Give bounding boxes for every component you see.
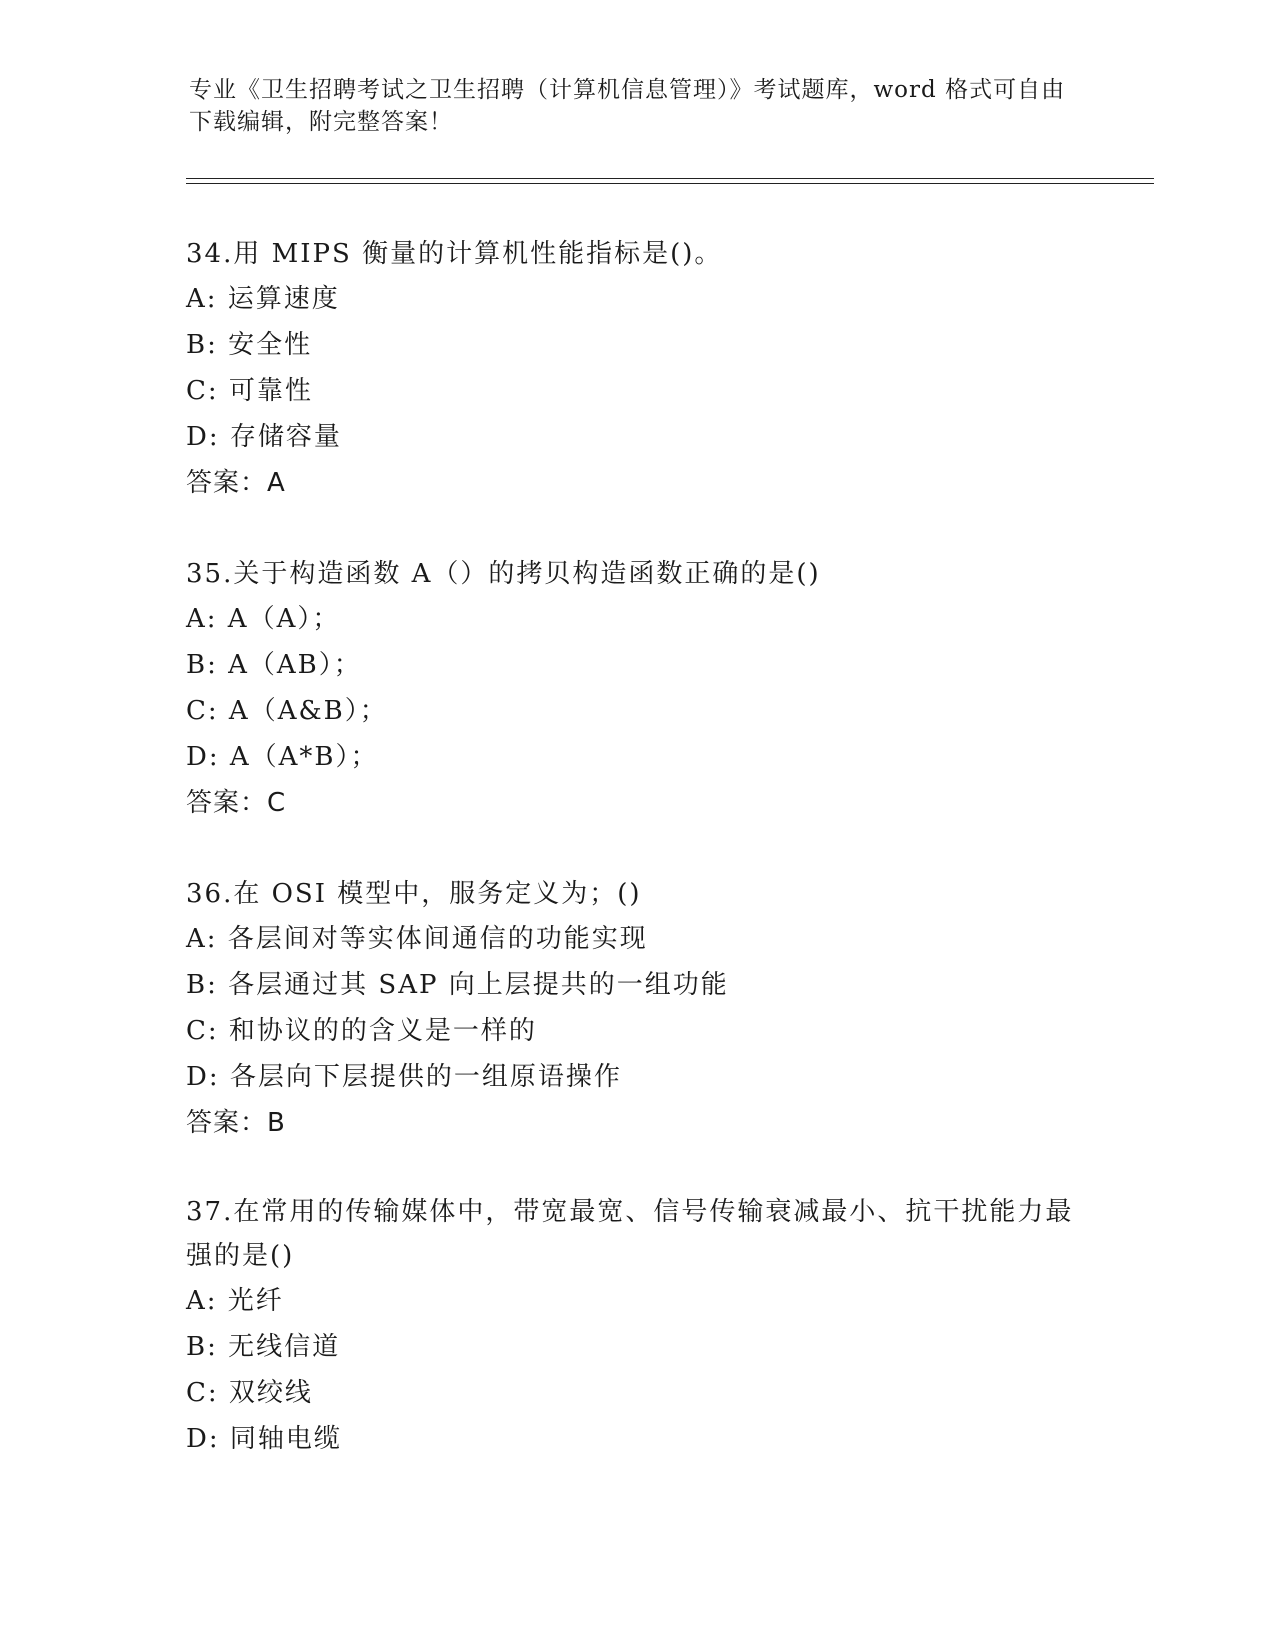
question-35 xyxy=(186,552,1086,826)
option-b: B: A（AB）； xyxy=(186,650,362,680)
document-header-text: 专业《卫生招聘考试之卫生招聘（计算机信息管理）》考试题库，word 格式可自由下载编辑，附完整答案！ xyxy=(189,77,1066,135)
option-d: D: 同轴电缆 xyxy=(186,1424,342,1454)
question-stem: 36.在 OSI 模型中，服务定义为；() xyxy=(186,879,642,909)
question-stem: 34.用 MIPS 衡量的计算机性能指标是()。 xyxy=(186,239,723,269)
header-divider-top xyxy=(186,178,1154,179)
option-c: C: 双绞线 xyxy=(186,1378,313,1408)
option-c: C: 可靠性 xyxy=(186,376,313,406)
option-a: A: 光纤 xyxy=(186,1286,284,1316)
option-b: B: 安全性 xyxy=(186,330,313,360)
option-b: B: 各层通过其 SAP 向上层提共的一组功能 xyxy=(186,970,729,1000)
option-d: D: A（A*B）； xyxy=(186,742,379,772)
option-b: B: 无线信道 xyxy=(186,1332,341,1362)
answer: 答案：A xyxy=(186,468,286,498)
option-d: D: 各层向下层提供的一组原语操作 xyxy=(186,1062,622,1092)
question-34 xyxy=(186,232,1086,506)
option-c: C: 和协议的的含义是一样的 xyxy=(186,1016,537,1046)
answer: 答案：C xyxy=(186,788,287,818)
option-c: C: A（A&B）； xyxy=(186,696,388,726)
option-d: D: 存储容量 xyxy=(186,422,342,452)
question-36 xyxy=(186,872,1086,1146)
option-a: A: 运算速度 xyxy=(186,284,340,314)
answer: 答案：B xyxy=(186,1108,286,1138)
question-stem: 37.在常用的传输媒体中，带宽最宽、信号传输衰减最小、抗干扰能力最强的是() xyxy=(186,1197,1074,1271)
option-a: A: A（A）； xyxy=(186,604,341,634)
header-divider-bottom xyxy=(186,183,1154,184)
option-a: A: 各层间对等实体间通信的功能实现 xyxy=(186,924,648,954)
question-stem: 35.关于构造函数 A（）的拷贝构造函数正确的是() xyxy=(186,559,821,589)
question-37 xyxy=(186,1190,1086,1462)
